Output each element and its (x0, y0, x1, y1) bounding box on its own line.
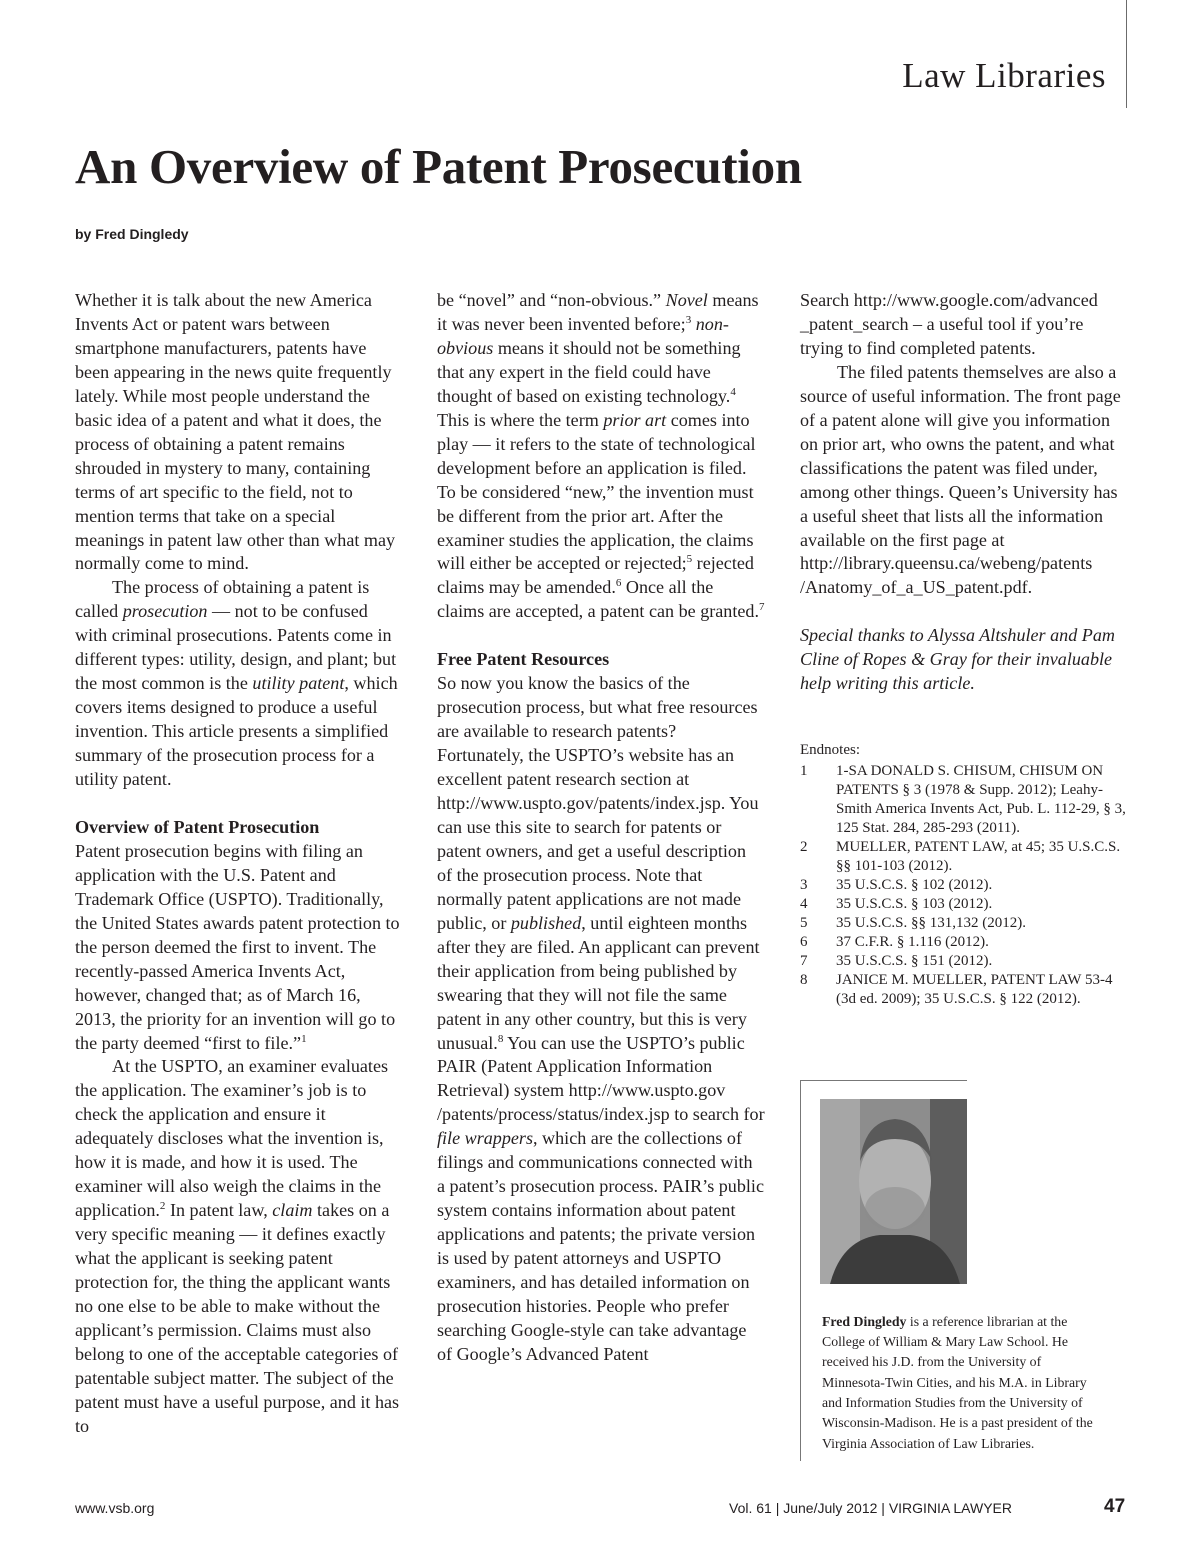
endnote-item (800, 838, 1130, 876)
endnote-item (800, 762, 1130, 838)
endnote-text: 35 U.S.C.S. § 102 (2012). (836, 877, 993, 893)
paragraph: The process of obtaining a patent is called prosecution — not to be confused with criminal prosecutions. Patents come in different types: utility, design, and plant; but the most common is the utility patent, which covers items designed to produce a useful invention. This article presents a simplified summary of the prosecution process for a utility patent. (75, 577, 398, 790)
column-3 (800, 289, 1130, 696)
endnote-item (800, 952, 1130, 971)
endnote-item (800, 895, 1130, 914)
footer-issue: Vol. 61 | June/July 2012 | VIRGINIA LAWYER (729, 1500, 1013, 1516)
endnote-number: 3 (800, 877, 808, 893)
paragraph: Patent prosecution begins with filing an application with the U.S. Patent and Trademark Office (USPTO). Traditionally, the United States awards patent protection to the person deemed the first to invent. The recently-passed America Invents Act, however, changed that; as of March 16, 2013, the priority for an invention will go to the party deemed “first to file.”$^1$ (75, 840, 400, 1053)
endnote-number: 2 (800, 839, 808, 855)
byline: by Fred Dingledy (75, 226, 189, 242)
endnote-number: 7 (800, 953, 808, 969)
endnote-text: 35 U.S.C.S. § 151 (2012). (836, 953, 993, 969)
endnote-number: 5 (800, 915, 808, 931)
section-heading-resources: Free Patent Resources (437, 649, 610, 670)
endnote-text: 35 U.S.C.S. §§ 131,132 (2012). (836, 915, 1027, 931)
endnotes-label: Endnotes: (800, 742, 860, 758)
paragraph: Whether it is talk about the new America Invents Act or patent wars between smartphone manufacturers, patents have been appearing in the news quite frequently lately. While most people understand the basic idea of a patent and what it does, the process of obtaining a patent remains shrouded in mystery to many, containing terms of art specific to the field, not to mention terms that take on a special meanings in patent law other than what may normally come to mind. (75, 290, 396, 574)
acknowledgement: Special thanks to Alyssa Altshuler and Pam Cline of Ropes & Gray for their invaluable help writing this article. (800, 625, 1115, 694)
endnote-number: 4 (800, 896, 808, 912)
endnotes (800, 741, 1130, 1009)
endnote-text: JANICE M. MUELLER, PATENT LAW 53-4 (3d ed. 2009); 35 U.S.C.S. § 122 (2012). (836, 972, 1113, 1007)
paragraph: So now you know the basics of the prosecution process, but what free resources are available to research patents? Fortunately, the USPTO’s website has an excellent patent research section at http://www.uspto.gov/patents/index.jsp. You can use this site to search for patents or patent owners, and get a useful description of the prosecution process. Note that normally patent applications are not made public, or published, until eighteen months after they are filed. An applicant can prevent their application from being published by swearing that they will not file the same patent in any other country, but this is very unusual.$^8$ You can use the USPTO’s public PAIR (Patent Application Information Retrieval) system http://www.uspto.gov /patents/process/status/index.jsp to search for file wrappers, which are the collections of filings and communications connected with a patent’s prosecution process. PAIR’s public system contains information about patent applications and patents; the private version is used by patent attorneys and USPTO examiners, and has detailed information on prosecution histories. People who prefer searching Google-style can take advantage of Google’s Advanced Patent (437, 673, 765, 1364)
paragraph: At the USPTO, an examiner evaluates the application. The examiner’s job is to check the application and ensure it adequately discloses what the invention is, how it is made, and how it is used. The examiner will also weigh the claims in the application.$^2$ In patent law, claim takes on a very specific meaning — it defines exactly what the applicant is seeking patent protection for, the thing the applicant wants no one else to be able to make without the applicant’s permission. Claims must also belong to one of the acceptable categories of patentable subject matter. The subject of the patent must have a useful purpose, and it has to (75, 1056, 400, 1436)
author-bio: Fred Dingledy is a reference librarian at the College of William & Mary Law School. He received his J.D. from the University of Minnesota-Twin Cities, and his M.A. in Library and Information Studies from the University of Wisconsin-Madison. He is a past president of the Virginia Association of Law Libraries. (822, 1313, 1093, 1451)
paragraph: be “novel” and “non-obvious.” Novel means it was never been invented before;$^3$ non-obvious means it should not be something that any expert in the field could have thought of based on existing technology.$^4$ This is where the term prior art comes into play — it refers to the state of technological development before an application is filed. To be considered “new,” the invention must be different from the prior art. After the examiner studies the application, the claims will either be accepted or rejected;$^5$ rejected claims may be amended.$^6$ Once all the claims are accepted, a patent can be granted.$^7$ (437, 290, 765, 622)
endnote-number: 8 (800, 972, 808, 988)
paragraph: Search http://www.google.com/advanced _patent_search – a useful tool if you’re trying to find completed patents. (800, 290, 1098, 358)
endnote-text: 35 U.S.C.S. § 103 (2012). (836, 896, 993, 912)
endnote-item (800, 876, 1130, 895)
page-number: 47 (1104, 1496, 1126, 1517)
column-1 (75, 289, 401, 1439)
author-photo (820, 1099, 967, 1284)
endnote-text: 37 C.F.R. § 1.116 (2012). (836, 934, 989, 950)
endnote-number: 1 (800, 763, 808, 779)
section-title: Law Libraries (902, 56, 1106, 95)
endnote-list (800, 762, 1130, 1009)
endnote-item (800, 971, 1130, 1009)
header-rule (1126, 0, 1127, 108)
endnote-text: MUELLER, PATENT LAW, at 45; 35 U.S.C.S. §§ 101-103 (2012). (836, 839, 1121, 874)
endnote-item (800, 914, 1130, 933)
paragraph: The filed patents themselves are also a source of useful information. The front page of a patent alone will give you information on prior art, who owns the patent, and what classifications the patent was filed under, among other things. Queen’s University has a useful sheet that lists all the information available on the first page at http://library.queensu.ca/webeng/patents /Anatomy_of_a_US_patent.pdf. (800, 361, 1121, 598)
column-2 (437, 289, 765, 1367)
endnote-item (800, 933, 1130, 952)
article-title: An Overview of Patent Prosecution (75, 139, 802, 194)
footer-website: www.vsb.org (75, 1500, 155, 1516)
endnote-number: 6 (800, 934, 808, 950)
endnote-text: 1-SA DONALD S. CHISUM, CHISUM ON PATENTS § 3 (1978 & Supp. 2012); Leahy-Smith America Invents Act, Pub. L. 112-29, § 3, 125 Stat. 284, 285-293 (2011). (836, 763, 1126, 836)
section-heading-overview: Overview of Patent Prosecution (75, 816, 320, 837)
